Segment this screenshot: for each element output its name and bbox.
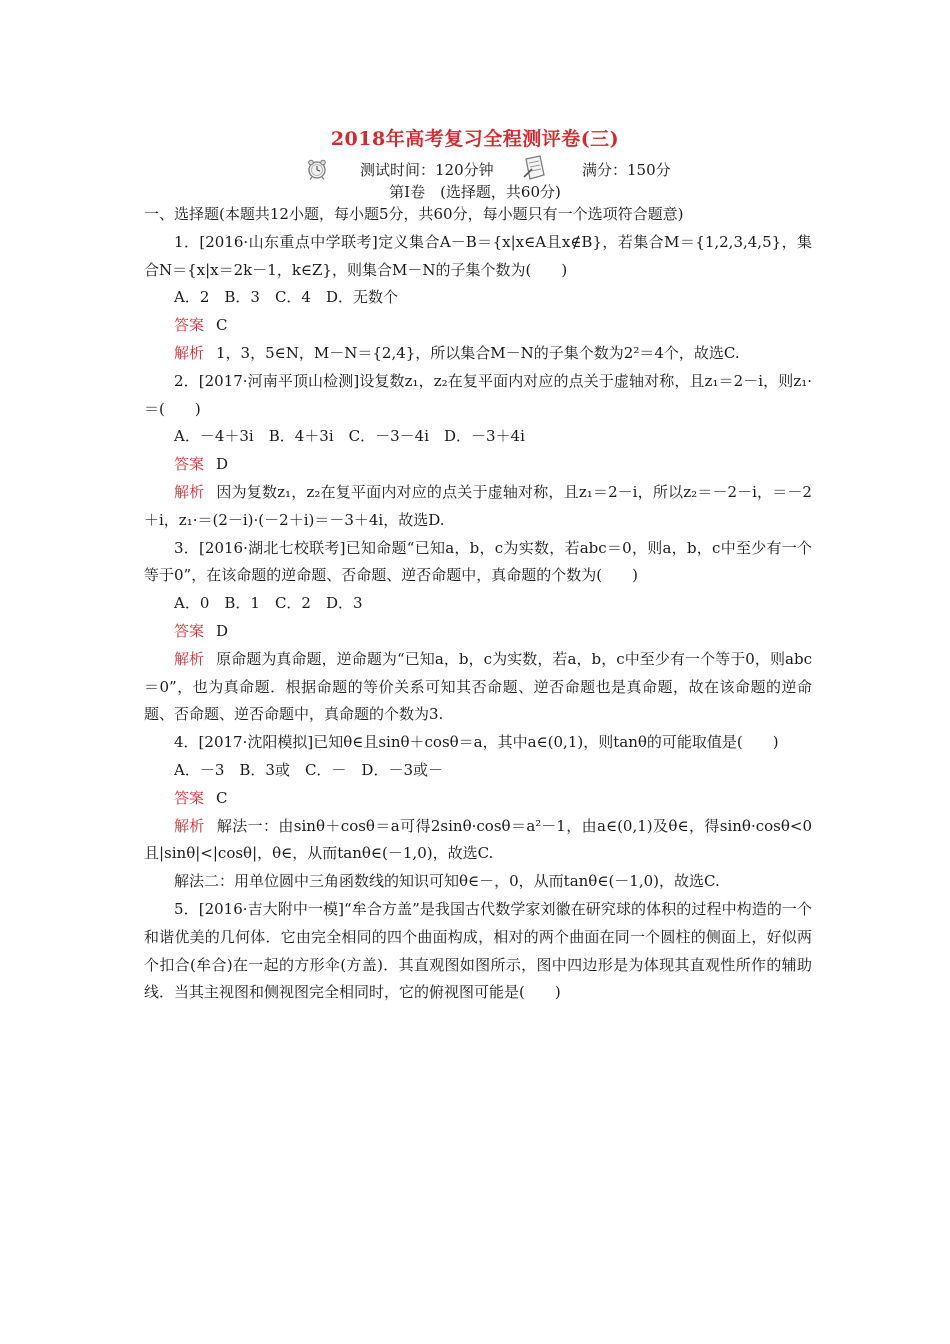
section-title: 第Ⅰ卷 (选择题，共60分) [389, 183, 561, 201]
answer-label: 答案 [174, 455, 205, 474]
question-1-analysis [144, 340, 812, 368]
analysis-text: 原命题为真命题，逆命题为“已知a，b，c为实数，若a，b，c中至少有一个等于0，则abc＝0”，也为真命题．根据命题的等价关系可知其否命题、逆否命题也是真命题，故在该命题的逆命题、否命题、逆否命题中，真命题的个数为3. [144, 649, 812, 724]
answer-label: 答案 [174, 316, 205, 335]
question-3-options: A．0 B．1 C．2 D．3 [174, 594, 363, 613]
question-list [144, 201, 812, 1007]
test-time: 测试时间：120分钟 [360, 161, 494, 179]
exam-meta [0, 157, 950, 183]
exam-paper-icon [522, 155, 546, 181]
question-2-answer [144, 451, 812, 479]
question-1-options: A．2 B．3 C．4 D．无数个 [174, 288, 398, 307]
answer-value: D [216, 621, 229, 640]
answer-value: C [216, 316, 228, 335]
section-instructions: 一、选择题(本题共12小题，每小题5分，共60分，每小题只有一个选项符合题意) [144, 205, 684, 223]
question-2-analysis [144, 479, 812, 535]
question-1-answer [144, 312, 812, 340]
answer-label: 答案 [174, 788, 205, 807]
question-2-options: A．－4＋3i B．4＋3i C．－3－4i D．－3＋4i [174, 427, 525, 446]
question-4-answer [144, 785, 812, 813]
question-4-analysis [144, 813, 812, 869]
question-3-answer [144, 618, 812, 646]
question-4-analysis-2: 解法二：用单位圆中三角函数线的知识可知θ∈－，0，从而tanθ∈(－1,0)，故选C. [174, 872, 720, 891]
analysis-text: 因为复数z₁，z₂在复平面内对应的点关于虚轴对称，且z₁＝2－i，所以z₂＝－2－i，＝－2＋i，z₁·＝(2－i)·(－2＋i)＝－3＋4i，故选D. [144, 482, 812, 529]
answer-value: C [216, 788, 228, 807]
analysis-text: 1，3，5∈N，M－N＝{2,4}，所以集合M－N的子集个数为2²＝4个，故选C. [216, 343, 740, 362]
exam-title: 2018年高考复习全程测评卷(三) [330, 128, 620, 150]
question-4-options: A．－3 B．3或 C．－ D．－3或－ [174, 760, 443, 779]
full-score: 满分：150分 [582, 161, 671, 179]
question-1-stem: 1．[2016·山东重点中学联考]定义集合A－B＝{x|x∈A且x∉B}，若集合M＝{1,2,3,4,5}，集合N＝{x|x＝2k－1，k∈Z}，则集合M－N的子集个数为( ) [144, 232, 812, 279]
alarm-clock-icon [306, 158, 328, 180]
question-5-stem: 5．[2016·吉大附中一模]“牟合方盖”是我国古代数学家刘徽在研究球的体积的过程中构造的一个和谐优美的几何体．它由完全相同的四个曲面构成，相对的两个曲面在同一个圆柱的侧面上，好似两个扣合(牟合)在一起的方形伞(方盖)．其直观图如图所示，图中四边形是为体现其直观性所作的辅助线．当其主视图和侧视图完全相同时，它的俯视图可能是( ) [144, 899, 812, 1002]
question-3-analysis [144, 646, 812, 729]
question-3-stem: 3．[2016·湖北七校联考]已知命题“已知a，b，c为实数，若abc＝0，则a，b，c中至少有一个等于0”，在该命题的逆命题、否命题、逆否命题中，真命题的个数为( ) [144, 538, 812, 585]
answer-label: 答案 [174, 621, 205, 640]
analysis-label: 解析 [174, 482, 205, 501]
analysis-label: 解析 [174, 816, 205, 835]
answer-value: D [216, 455, 229, 474]
question-2-stem: 2．[2017·河南平顶山检测]设复数z₁，z₂在复平面内对应的点关于虚轴对称，且z₁＝2－i，则z₁·＝( ) [144, 371, 812, 418]
analysis-text: 解法一：由sinθ＋cosθ＝a可得2sinθ·cosθ＝a²－1，由a∈(0,1)及θ∈，得sinθ·cosθ<0且|sinθ|<|cosθ|，θ∈，从而tanθ∈(－1,0)，故选C. [144, 816, 812, 863]
analysis-label: 解析 [174, 649, 205, 668]
analysis-label: 解析 [174, 343, 205, 362]
question-4-stem: 4．[2017·沈阳模拟]已知θ∈且sinθ＋cosθ＝a，其中a∈(0,1)，则tanθ的可能取值是( ) [174, 733, 779, 752]
